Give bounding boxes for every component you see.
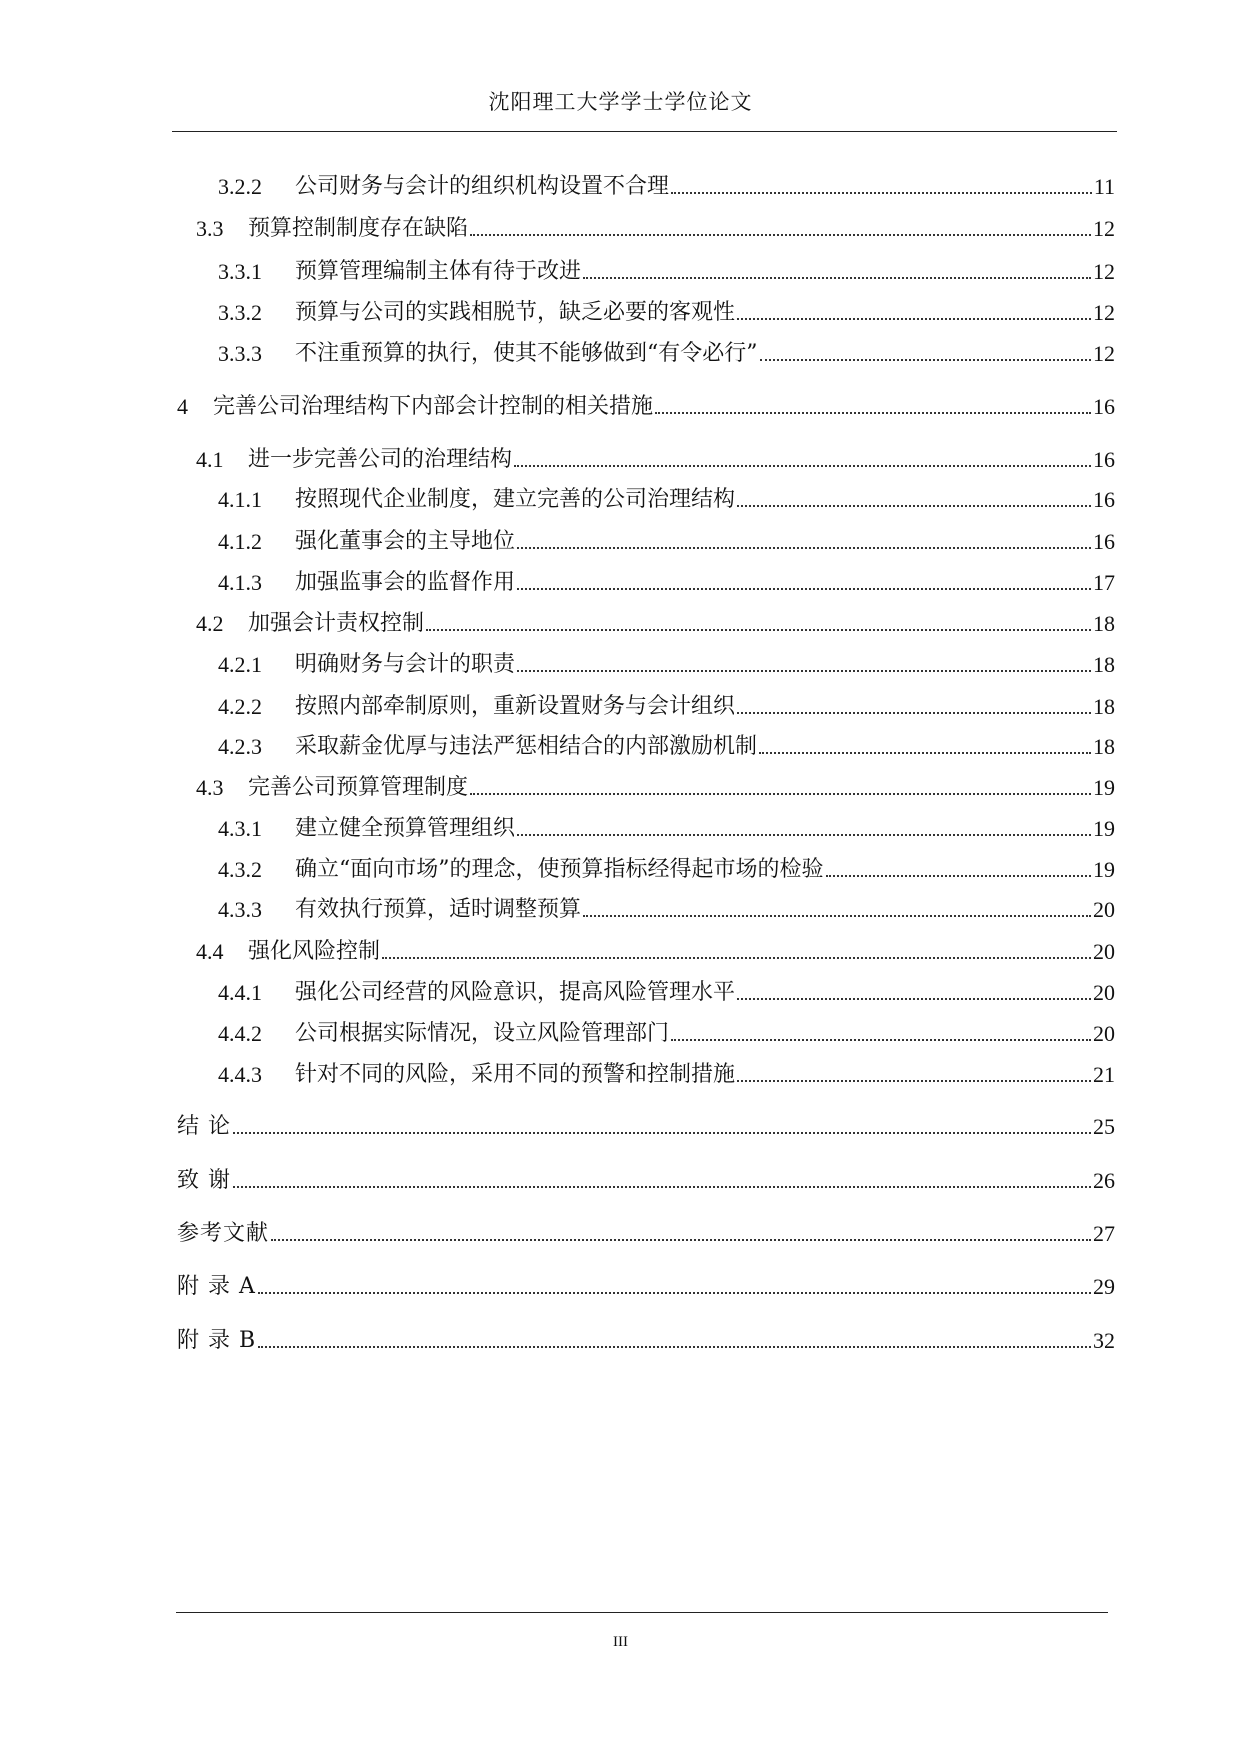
toc-entry-number: 4.2 bbox=[196, 611, 224, 636]
toc-entry-page: 20 bbox=[1093, 980, 1115, 1005]
toc-entry-title: 附 录 A bbox=[177, 1274, 256, 1299]
toc-dot-leader bbox=[517, 588, 1091, 590]
toc-entry-title: 确立“面向市场”的理念，使预算指标经得起市场的检验 bbox=[295, 857, 824, 882]
toc-entry-title: 建立健全预算管理组织 bbox=[295, 816, 516, 841]
toc-entry-page: 20 bbox=[1093, 897, 1115, 922]
toc-entry-title: 结 论 bbox=[177, 1114, 231, 1139]
toc-entry-title: 参考文献 bbox=[177, 1221, 270, 1246]
toc-entry-title: 不注重预算的执行，使其不能够做到“有令必行” bbox=[295, 341, 758, 366]
toc-entry[interactable] bbox=[218, 1054, 1115, 1088]
toc-entry[interactable] bbox=[177, 1160, 1115, 1194]
toc-entry-number: 4.1 bbox=[196, 447, 224, 472]
toc-entry-page: 12 bbox=[1093, 341, 1115, 366]
toc-entry-number: 4.1.2 bbox=[218, 529, 262, 554]
toc-entry[interactable] bbox=[218, 644, 1115, 678]
toc-entry-title: 公司根据实际情况，设立风险管理部门 bbox=[295, 1021, 670, 1046]
page-header-title: 沈阳理工大学学士学位论文 bbox=[488, 90, 753, 114]
page-number: III bbox=[613, 1634, 628, 1650]
toc-entry-page: 25 bbox=[1093, 1114, 1115, 1139]
toc-entry-title: 按照内部牵制原则，重新设置财务与会计组织 bbox=[295, 694, 736, 719]
toc-entry-title: 完善公司治理结构下内部会计控制的相关措施 bbox=[213, 394, 654, 419]
toc-dot-leader bbox=[258, 1346, 1091, 1348]
toc-entry[interactable] bbox=[218, 292, 1115, 326]
toc-entry-number: 4.3.2 bbox=[218, 857, 262, 882]
toc-entry-page: 27 bbox=[1093, 1221, 1115, 1246]
toc-entry-title: 采取薪金优厚与违法严惩相结合的内部激励机制 bbox=[295, 734, 758, 759]
toc-entry-page: 19 bbox=[1093, 857, 1115, 882]
toc-dot-leader bbox=[759, 752, 1091, 754]
toc-entry-page: 16 bbox=[1093, 487, 1115, 512]
toc-dot-leader bbox=[517, 670, 1091, 672]
toc-entry-page: 18 bbox=[1093, 652, 1115, 677]
toc-entry-number: 4.3 bbox=[196, 775, 224, 800]
toc-entry-number: 4 bbox=[177, 394, 188, 419]
toc-entry-page: 18 bbox=[1093, 694, 1115, 719]
toc-entry-title: 完善公司预算管理制度 bbox=[248, 775, 469, 800]
toc-entry-page: 17 bbox=[1093, 570, 1115, 595]
toc-entry[interactable] bbox=[218, 521, 1115, 555]
toc-entry-page: 11 bbox=[1093, 174, 1115, 199]
toc-entry-page: 12 bbox=[1093, 300, 1115, 325]
toc-entry-number: 4.4.2 bbox=[218, 1021, 262, 1046]
toc-dot-leader bbox=[671, 192, 1092, 194]
toc-entry-number: 3.3.1 bbox=[218, 259, 262, 284]
toc-entry[interactable] bbox=[218, 726, 1115, 760]
toc-entry-page: 20 bbox=[1093, 939, 1115, 964]
toc-entry[interactable] bbox=[177, 1266, 1115, 1300]
toc-entry-number: 4.4 bbox=[196, 939, 224, 964]
toc-entry-page: 12 bbox=[1093, 216, 1115, 241]
toc-entry-title: 加强监事会的监督作用 bbox=[295, 570, 516, 595]
toc-entry-number: 4.3.3 bbox=[218, 897, 262, 922]
toc-entry-number: 4.1.3 bbox=[218, 570, 262, 595]
toc-entry-page: 20 bbox=[1093, 1021, 1115, 1046]
toc-dot-leader bbox=[671, 1039, 1091, 1041]
toc-entry-number: 3.3.2 bbox=[218, 300, 262, 325]
toc-entry-page: 16 bbox=[1093, 529, 1115, 554]
toc-entry[interactable] bbox=[218, 808, 1115, 842]
toc-entry[interactable] bbox=[218, 479, 1115, 513]
toc-entry[interactable] bbox=[218, 1013, 1115, 1047]
toc-entry-page: 21 bbox=[1093, 1062, 1115, 1087]
toc-entry-number: 4.2.3 bbox=[218, 734, 262, 759]
toc-entry-page: 29 bbox=[1093, 1274, 1115, 1299]
toc-entry-title: 公司财务与会计的组织机构设置不合理 bbox=[295, 174, 670, 199]
toc-entry-number: 4.2.1 bbox=[218, 652, 262, 677]
toc-entry[interactable] bbox=[196, 439, 1115, 473]
toc-entry-title: 强化公司经营的风险意识，提高风险管理水平 bbox=[295, 980, 736, 1005]
toc-dot-leader bbox=[470, 793, 1091, 795]
header-divider bbox=[172, 131, 1117, 132]
toc-entry-title: 强化董事会的主导地位 bbox=[295, 529, 516, 554]
toc-dot-leader bbox=[517, 547, 1091, 549]
toc-entry[interactable] bbox=[218, 333, 1115, 367]
toc-entry-title: 强化风险控制 bbox=[248, 939, 381, 964]
toc-entry-title: 针对不同的风险，采用不同的预警和控制措施 bbox=[295, 1062, 736, 1087]
toc-dot-leader bbox=[583, 277, 1091, 279]
toc-dot-leader bbox=[737, 712, 1091, 714]
toc-entry-number: 3.3.3 bbox=[218, 341, 262, 366]
toc-entry[interactable] bbox=[196, 208, 1115, 242]
toc-entry[interactable] bbox=[218, 251, 1115, 285]
toc-dot-leader bbox=[470, 234, 1091, 236]
toc-entry-page: 16 bbox=[1093, 394, 1115, 419]
toc-entry-page: 18 bbox=[1093, 734, 1115, 759]
toc-entry-number: 4.4.3 bbox=[218, 1062, 262, 1087]
toc-dot-leader bbox=[737, 505, 1091, 507]
toc-entry[interactable] bbox=[218, 166, 1115, 200]
toc-entry-title: 附 录 B bbox=[177, 1328, 257, 1353]
toc-entry[interactable] bbox=[218, 562, 1115, 596]
toc-entry-number: 3.2.2 bbox=[218, 174, 262, 199]
toc-entry[interactable] bbox=[177, 1106, 1115, 1140]
toc-dot-leader bbox=[826, 875, 1092, 877]
toc-entry[interactable] bbox=[196, 931, 1115, 965]
toc-entry-title: 预算管理编制主体有待于改进 bbox=[295, 259, 582, 284]
toc-entry[interactable] bbox=[177, 386, 1115, 420]
toc-entry-number: 4.4.1 bbox=[218, 980, 262, 1005]
toc-entry-title: 有效执行预算，适时调整预算 bbox=[295, 897, 582, 922]
toc-dot-leader bbox=[583, 915, 1091, 917]
toc-entry-title: 进一步完善公司的治理结构 bbox=[248, 447, 513, 472]
toc-entry[interactable] bbox=[218, 972, 1115, 1006]
toc-dot-leader bbox=[233, 1132, 1091, 1134]
toc-dot-leader bbox=[655, 412, 1091, 414]
toc-entry-title: 致 谢 bbox=[177, 1168, 231, 1193]
toc-dot-leader bbox=[271, 1239, 1091, 1241]
toc-dot-leader bbox=[737, 1080, 1091, 1082]
toc-dot-leader bbox=[517, 834, 1091, 836]
toc-entry-page: 19 bbox=[1093, 816, 1115, 841]
toc-entry-page: 12 bbox=[1093, 259, 1115, 284]
toc-entry[interactable] bbox=[177, 1320, 1115, 1354]
toc-entry-page: 32 bbox=[1093, 1328, 1115, 1353]
toc-entry-page: 19 bbox=[1093, 775, 1115, 800]
toc-dot-leader bbox=[737, 998, 1091, 1000]
toc-entry[interactable] bbox=[177, 1213, 1115, 1247]
toc-entry-number: 4.1.1 bbox=[218, 487, 262, 512]
toc-dot-leader bbox=[233, 1186, 1091, 1188]
toc-dot-leader bbox=[382, 957, 1091, 959]
toc-dot-leader bbox=[760, 359, 1092, 361]
toc-entry-number: 3.3 bbox=[196, 216, 224, 241]
toc-dot-leader bbox=[258, 1292, 1091, 1294]
toc-entry-number: 4.2.2 bbox=[218, 694, 262, 719]
footer-divider bbox=[176, 1612, 1108, 1613]
toc-entry-page: 16 bbox=[1093, 447, 1115, 472]
toc-entry[interactable] bbox=[218, 686, 1115, 720]
toc-entry-title: 加强会计责权控制 bbox=[248, 611, 425, 636]
toc-entry-number: 4.3.1 bbox=[218, 816, 262, 841]
toc-entry-title: 按照现代企业制度，建立完善的公司治理结构 bbox=[295, 487, 736, 512]
toc-entry-title: 预算控制制度存在缺陷 bbox=[248, 216, 469, 241]
toc-entry-title: 预算与公司的实践相脱节，缺乏必要的客观性 bbox=[295, 300, 736, 325]
toc-entry-title: 明确财务与会计的职责 bbox=[295, 652, 516, 677]
toc-entry-page: 18 bbox=[1093, 611, 1115, 636]
toc-entry[interactable] bbox=[196, 603, 1115, 637]
toc-entry[interactable] bbox=[196, 767, 1115, 801]
toc-entry-page: 26 bbox=[1093, 1168, 1115, 1193]
toc-dot-leader bbox=[426, 629, 1091, 631]
toc-dot-leader bbox=[514, 465, 1091, 467]
toc-entry[interactable] bbox=[218, 849, 1115, 883]
toc-entry[interactable] bbox=[218, 889, 1115, 923]
toc-dot-leader bbox=[737, 318, 1091, 320]
